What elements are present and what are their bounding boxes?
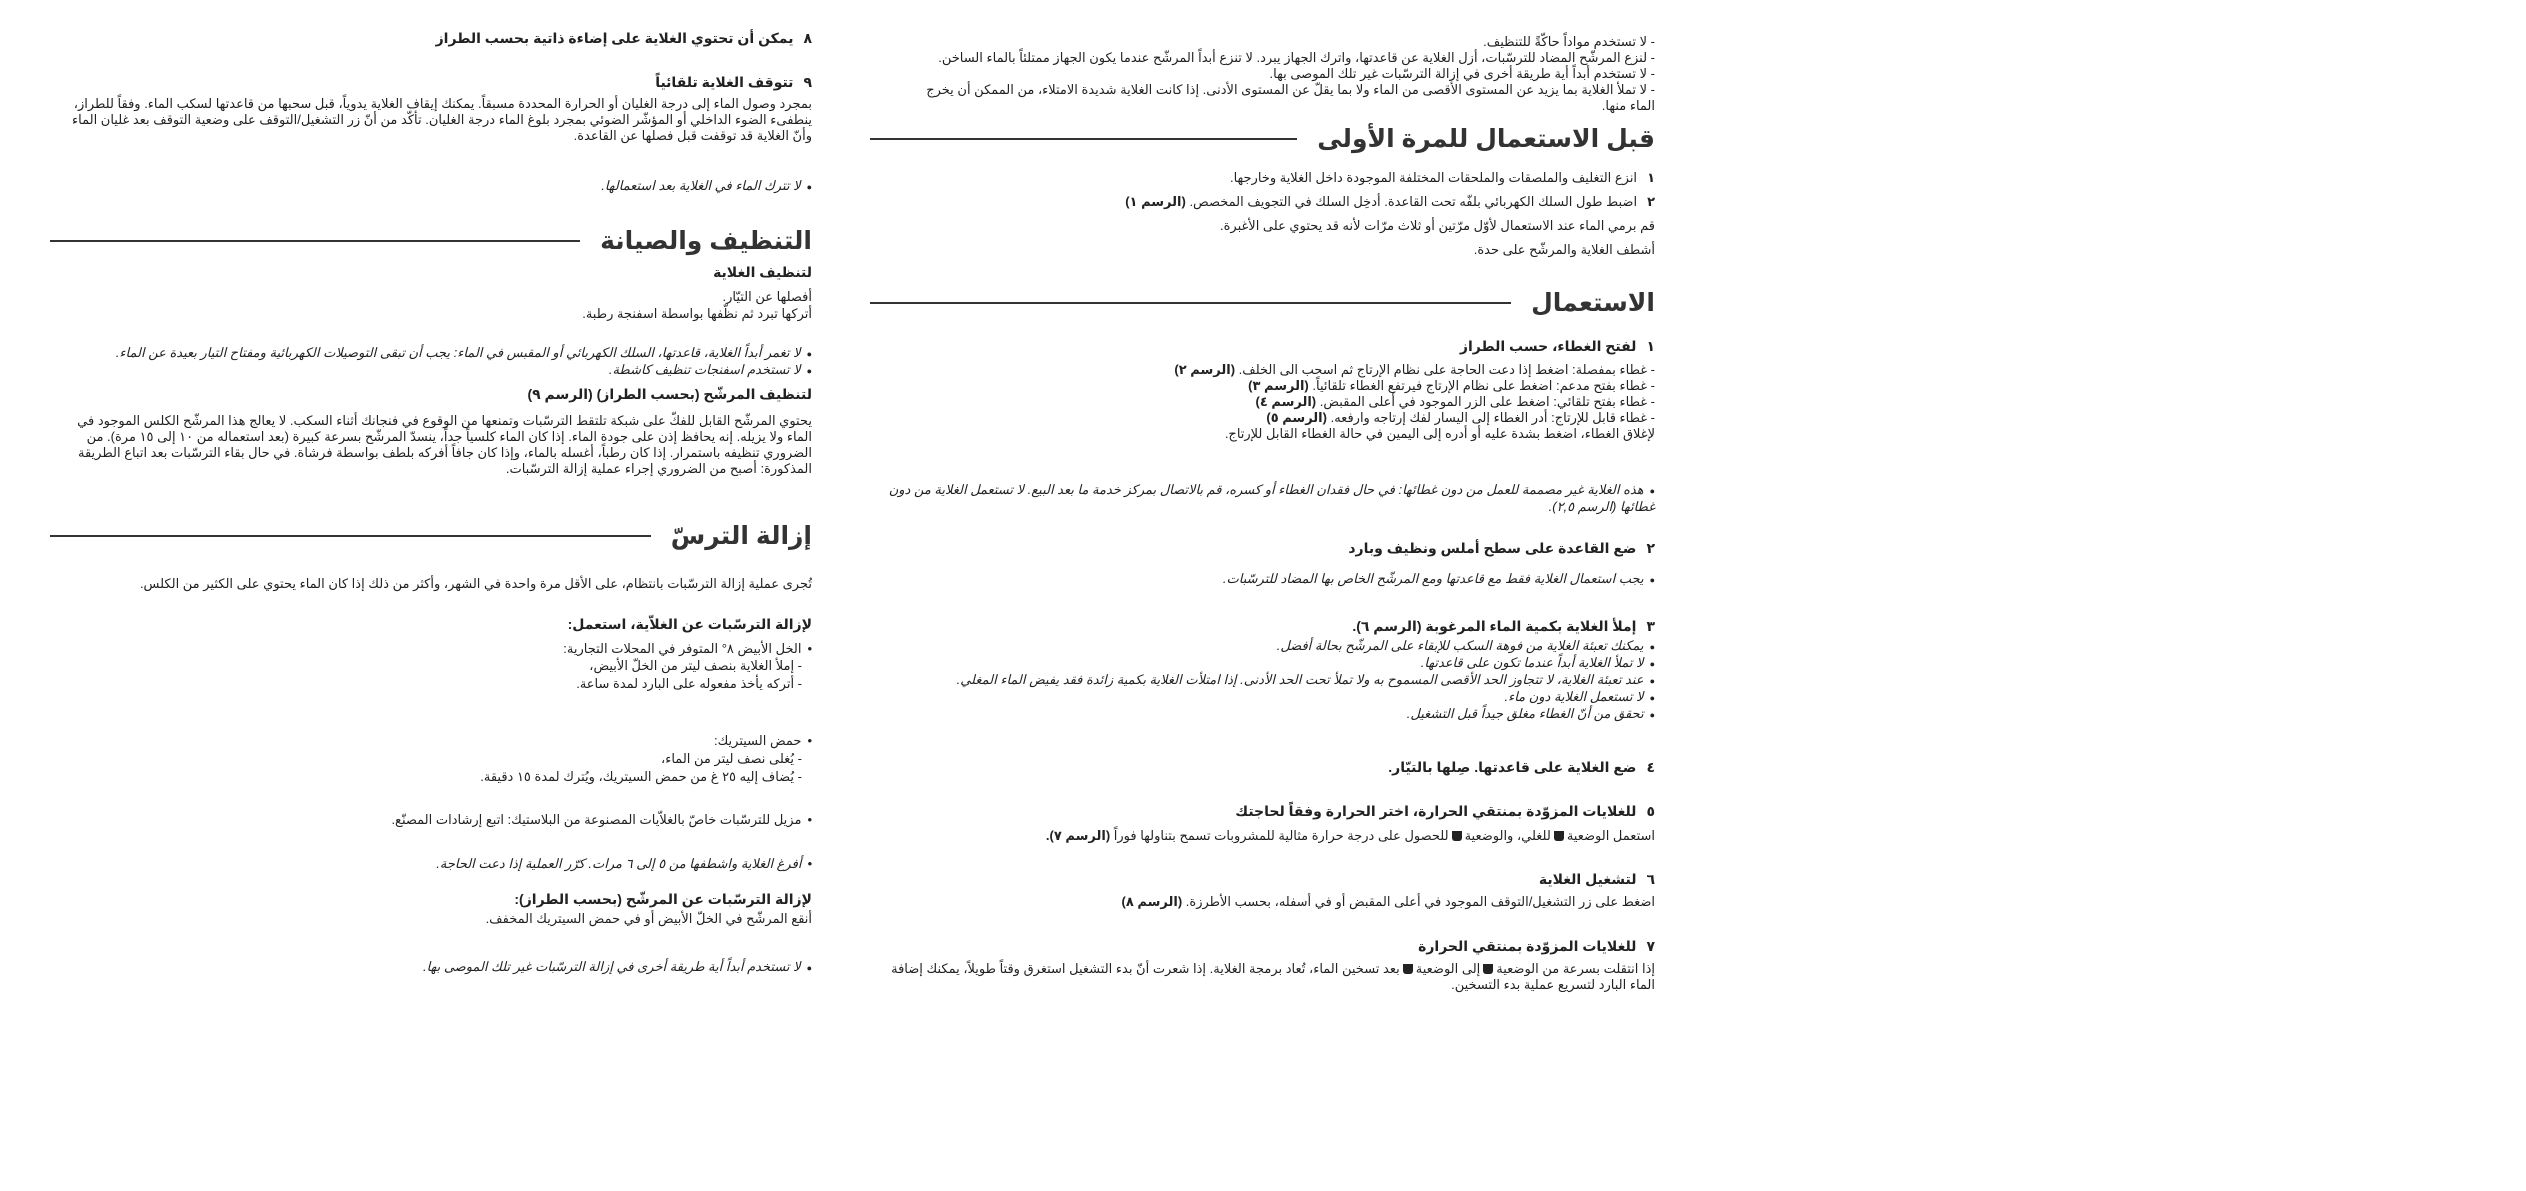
note-bullet: ● يمكنك تعبئة الغلاية من فوهة السكب للإبقاء على المرشّح بحالة أفضل. [870,638,1655,655]
step-number: ٨ [803,30,812,46]
note-bullet: ● لا تستخدم أبداً أية طريقة أخرى في إزالة الترسّبات غير تلك الموصى بها. [50,959,812,976]
text-line [870,828,1655,844]
section-heading-cleaning [50,226,812,256]
text-line [870,961,1655,993]
step-title: لفتح الغطاء، حسب الطراز [1459,338,1637,354]
note-bullet: ● لا تستخدم اسفنجات تنظيف كاشطة. [50,362,812,379]
step-number: ٩ [803,74,812,90]
subheading: لإزالة الترسّبات عن المرشّح (بحسب الطراز): [514,891,812,907]
step-heading [870,338,1655,354]
step-number: ٢ [1646,540,1655,556]
drink-mode-icon [1483,964,1493,974]
text-line: أنقع المرشّح في الخلّ الأبيض أو في حمض السيتريك المخفف. [485,911,812,926]
step-title: إملأ الغلاية بكمية الماء المرغوبة (الرسم ٦). [1352,618,1637,634]
note-bullet: ● لا تملأ الغلاية أبداً عندما تكون على قاعدتها. [870,655,1655,672]
paragraph: يحتوي المرشّح القابل للفكّ على شبكة تلتقط الترسّبات وتمنعها من الوقوع في فنجانك أثناء السكب. لا يعالج هذا المرشّح الكلس الموجود في الماء ولا يزيله. إنه يحافظ إذن على جودة الماء. إذا كان الماء كلسياً جداً، ينسدّ المرشّح بسرعة كبيرة (بعد استعماله من ١٠ إلى ١٥ مرة). من الضروري تنظيفه باستمرار. إذا كان رطباً، أغسله بالماء، وإذا كان جافاً أفركه بلطف بواسطة فرشاة. في حال بقاء الترسّبات بعد اتباع الطريقة المذكورة: أصبح من الضروري إجراء عملية إزالة الترسّبات. [77,413,812,476]
step-1 [870,170,1655,186]
step-heading [870,871,1655,887]
figure-ref: (الرسم ١) [1125,194,1186,209]
note-bullet: ● يجب استعمال الغلاية فقط مع قاعدتها ومع المرشّح الخاص بها المضاد للترسّبات. [870,571,1655,588]
boil-mode-icon [1554,831,1564,841]
text-line: قم برمي الماء عند الاستعمال لأوّل مرّتين أو ثلاث مرّات لأنه قد يحتوي على الأغبرة. [1219,218,1655,233]
text-line: - إملأ الغلاية بنصف ليتر من الخلّ الأبيض، [589,658,802,673]
subheading: لتنظيف المرشّح (بحسب الطراز) (الرسم ٩) [527,386,812,402]
note-bullet: ● لا تترك الماء في الغلاية بعد استعمالها. [50,178,812,195]
figure-ref: (الرسم ٧). [1045,828,1111,843]
lid-line [870,410,1655,426]
text-line [870,894,1655,910]
step-title: ضع الغلاية على قاعدتها. صِلها بالتيّار. [1388,759,1637,775]
boil-mode-icon [1403,964,1413,974]
text-line: - يُضاف إليه ٢٥ غ من حمض السيتريك، ويُترك لمدة ١٥ دقيقة. [480,769,802,784]
text-line: - أتركه يأخذ مفعوله على البارد لمدة ساعة. [576,676,802,691]
lid-text: - غطاء بمفصلة: اضغط إذا دعت الحاجة على نظام الإرتاج ثم اسحب الى الخلف. [1238,362,1655,377]
step-heading [50,74,812,90]
step-number: ٣ [1646,618,1655,634]
warning-line: - لا تستخدم مواداً حاكّةً للتنظيف. [1483,34,1655,49]
step-number: ١ [1646,338,1655,354]
text: للحصول على درجة حرارة مثالية للمشروبات تسمح بتناولها فوراً [1113,828,1449,843]
subheading: لإزالة الترسّبات عن الغلاّية، استعمل: [567,616,812,632]
step-heading [870,803,1655,819]
warning-line: - لنزع المرشّح المضاد للترسّبات، أزل الغلاية عن قاعدتها، واترك الجهاز يبرد. لا تنزع أبداً المرشّح عندما يكون الجهاز ممتلئاً بالماء الساخن. [938,50,1655,65]
lid-text: - غطاء بفتح تلقائي: اضغط على الزر الموجود في أعلى المقبض. [1319,394,1655,409]
heading-rule [50,535,651,537]
heading-text: التنظيف والصيانة [600,227,812,255]
text: للغلي، والوضعية [1464,828,1551,843]
text-line: أشطف الغلاية والمرشّح على حدة. [1473,242,1655,257]
step-title: للغلايات المزوّدة بمنتقي الحرارة، اختر الحرارة وفقاً لحاجتك [1235,803,1637,819]
step-number: ٥ [1646,803,1655,819]
section-heading-first-use [870,124,1655,154]
text: إلى الوضعية [1415,961,1481,976]
text-line: تُجرى عملية إزالة الترسّبات بانتظام، على الأقل مرة واحدة في الشهر، وأكثر من ذلك إذا كان الماء يحتوي على الكثير من الكلس. [139,576,812,591]
text: اضغط على زر التشغيل/التوقف الموجود في أعلى المقبض أو في أسفله، بحسب الأطرزة. [1185,894,1655,909]
heading-rule [870,138,1297,140]
warning-line: - لا تستخدم أبداً أية طريقة أخرى في إزالة الترسّبات غير تلك الموصى بها. [1269,66,1655,81]
text-line: أتركها تبرد ثم نظّفها بواسطة اسفنجة رطبة. [582,306,812,321]
text: إذا انتقلت بسرعة من الوضعية [1496,961,1655,976]
lid-text: - غطاء قابل للإرتاج: أدر الغطاء إلى اليسار لفك إرتاجه وارفعه. [1330,410,1655,425]
step-heading [50,30,812,46]
list-item: • أفرغ الغلاية واشطفها من ٥ إلى ٦ مرات. كرّر العملية إذا دعت الحاجة. [50,856,812,872]
figure-ref: (الرسم ٥) [1266,410,1327,425]
note-bullet: ● تحقق من أنّ الغطاء مغلق جيداً قبل التشغيل. [870,706,1655,723]
step-number: ٧ [1646,938,1655,954]
step-text: اضبط طول السلك الكهربائي بلفّه تحت القاعدة. أدخِل السلك في التجويف المخصص. [1189,194,1638,209]
lid-line [870,378,1655,394]
heading-rule [50,240,580,242]
section-heading-descaling [50,521,812,551]
step-title: يمكن أن تحتوي الغلاية على إضاءة ذاتية بحسب الطراز [435,30,794,46]
step-2 [870,194,1655,210]
lid-text: - غطاء بفتح مدعم: اضغط على نظام الإرتاج فيرتفع الغطاء تلقائياً. [1312,378,1655,393]
figure-ref: (الرسم ٤) [1255,394,1317,409]
step-text: انزع التغليف والملصقات والملحقات المختلفة الموجودة داخل الغلاية وخارجها. [1229,170,1638,185]
step-number: ٦ [1646,871,1655,887]
step-title: لتشغيل الغلاية [1538,871,1637,887]
drink-mode-icon [1452,831,1462,841]
list-item: • حمض السيتريك: [50,733,812,749]
step-heading [870,540,1655,556]
step-title: تتوقف الغلاية تلقائياً [655,74,794,90]
warning-line: - لا تملأ الغلاية بما يزيد عن المستوى الأقصى من الماء ولا بما يقلّ عن المستوى الأدنى. إذا كانت الغلاية شديدة الامتلاء، من الممكن أن يخرج الماء منها. [926,82,1655,113]
heading-text: إزالة الترسّ [670,522,812,550]
step-heading [870,618,1655,634]
text-line: - يُغلى نصف ليتر من الماء، [661,751,802,766]
text: بعد تسخين الماء، تُعاد برمجة الغلاية. إذا شعرت أنّ بدء التشغيل استغرق وقتاً طويلاً، يمكنك إضافة الماء البارد لتسريع عملية بدء التسخين. [891,961,1655,992]
text-line: أفصلها عن التيّار. [722,289,812,304]
step-title: للغلايات المزوّدة بمنتقي الحرارة [1418,938,1637,954]
heading-text: الاستعمال [1531,289,1655,317]
step-title: ضع القاعدة على سطح أملس ونظيف وبارد [1348,540,1637,556]
note-bullet: ● عند تعبئة الغلاية، لا تتجاوز الحد الأقصى المسموح به ولا تملأ تحت الحد الأدنى. إذا امتلأت الغلاية بكمية زائدة فقد يفيض الماء المغلي. [870,672,1655,689]
step-number: ٢ [1647,194,1655,209]
note-bullet: ● لا تستعمل الغلاية دون ماء. [870,689,1655,706]
lid-line [870,362,1655,378]
section-heading-usage [870,288,1655,318]
figure-ref: (الرسم ٨) [1121,894,1183,909]
step-number: ١ [1647,170,1655,185]
paragraph: بمجرد وصول الماء إلى درجة الغليان أو الحرارة المحددة مسبقاً. يمكنك إيقاف الغلاية يدوياً، قبل سحبها من قاعدتها لسكب الماء. وفقاً للطراز، ينطفىء الضوء الداخلي أو المؤشّر الضوئي بمجرد بلوغ الماء درجة الغليان. تأكّد من أنّ زر التشغيل/التوقف على وضعية التوقف بعد غليان الماء وأنّ الغلاية قد توقفت قبل فصلها عن القاعدة. [72,96,812,143]
lid-line [870,394,1655,410]
list-item: • الخل الأبيض ٨° المتوفر في المحلات التجارية: [50,641,812,657]
text: استعمل الوضعية [1566,828,1655,843]
step-heading [870,759,1655,775]
heading-rule [870,302,1511,304]
figure-ref: (الرسم ٢) [1174,362,1236,377]
step-heading [870,938,1655,954]
figure-ref: (الرسم ٣) [1248,378,1309,393]
heading-text: قبل الاستعمال للمرة الأولى [1317,125,1655,153]
list-item: • مزيل للترسّبات خاصّ بالغلاّيات المصنوعة من البلاستيك: اتبع إرشادات المصنّع. [50,812,812,828]
note-bullet: ● هذه الغلاية غير مصممة للعمل من دون غطائها: في حال فقدان الغطاء أو كسره، قم بالاتصال بمركز خدمة ما بعد البيع. لا تستعمل الغلاية من دون غطائها (الرسم ٢,٥). [870,482,1655,515]
subheading: لتنظيف الغلاية [713,264,812,280]
note-bullet: ● لا تغمر أبداً الغلاية، قاعدتها، السلك الكهربائي أو المقبس في الماء: يجب أن تبقى التوصيلات الكهربائية ومفتاح التيار بعيدة عن الماء. [50,345,812,362]
text-line: لإغلاق الغطاء، اضغط بشدة عليه أو أدره إلى اليمين في حالة الغطاء القابل للإرتاج. [1224,426,1655,441]
step-number: ٤ [1646,759,1655,775]
